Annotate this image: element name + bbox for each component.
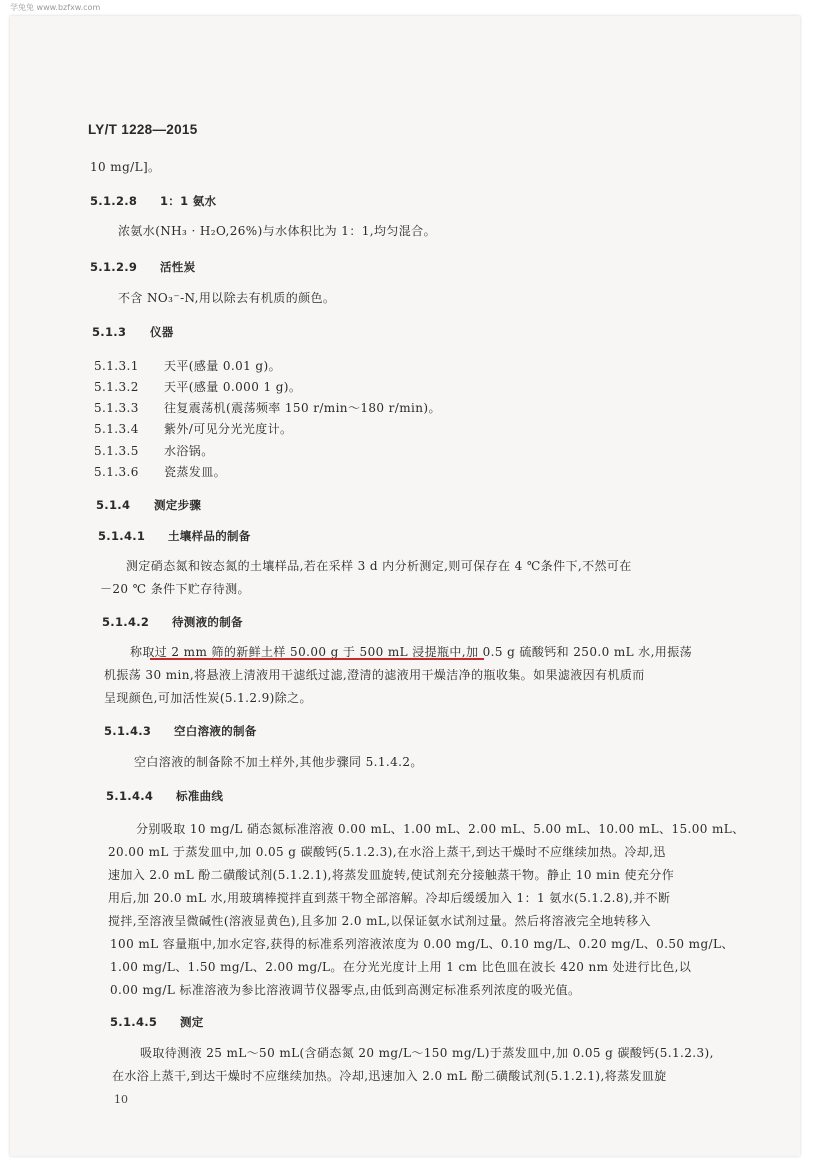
section-title: 测定步骤: [154, 498, 202, 512]
section-heading-5-1-4: [96, 497, 201, 513]
paragraph-line: 测定硝态氮和铵态氮的土壤样品,若在采样 3 d 内分析测定,则可保存在 4 ℃条件下,不然可在: [126, 559, 632, 573]
section-heading-5-1-3: [92, 324, 174, 340]
item-number: 5.1.3.2: [94, 380, 139, 394]
section-title: 活性炭: [160, 260, 196, 274]
item-number: 5.1.3.4: [94, 422, 139, 436]
list-item: [94, 399, 441, 416]
page-number: 10: [114, 1093, 128, 1106]
paragraph-line: 100 mL 容量瓶中,加水定容,获得的标准系列溶液浓度为 0.00 mg/L、0.10 mg/L、0.20 mg/L、0.50 mg/L、: [110, 937, 734, 951]
item-text: 天平(感量 0.000 1 g)。: [164, 380, 302, 394]
section-title: 测定: [180, 1015, 204, 1029]
paragraph-line: 0.00 mg/L 标准溶液为参比溶液调节仪器零点,由低到高测定标准系列浓度的吸光值。: [110, 983, 581, 997]
section-heading-5-1-4-2: [102, 614, 243, 630]
section-number: 5.1.4.5: [110, 1015, 158, 1029]
item-text: 紫外/可见分光光度计。: [164, 422, 293, 436]
paragraph-line: 20.00 mL 于蒸发皿中,加 0.05 g 碳酸钙(5.1.2.3),在水浴上蒸干,到达干燥时不应继续加热。冷却,迅: [108, 845, 666, 859]
standard-number: LY/T 1228—2015: [88, 122, 198, 137]
paragraph-line: 吸取待测液 25 mL～50 mL(含硝态氮 20 mg/L～150 mg/L)于蒸发皿中,加 0.05 g 碳酸钙(5.1.2.3),: [140, 1046, 714, 1060]
section-heading-5-1-2-8: [90, 193, 216, 209]
list-item: [94, 463, 226, 480]
item-number: 5.1.3.1: [94, 359, 139, 373]
list-item: [94, 357, 281, 374]
section-number: 5.1.4: [96, 498, 131, 512]
item-number: 5.1.3.5: [94, 444, 139, 458]
paragraph-line: 浓氨水(NH₃ · H₂O,26%)与水体积比为 1：1,均匀混合。: [118, 224, 436, 238]
item-text: 瓷蒸发皿。: [164, 465, 227, 479]
section-title: 标准曲线: [176, 789, 224, 803]
section-number: 5.1.2.8: [90, 194, 138, 208]
section-heading-5-1-2-9: [90, 259, 195, 275]
red-underline-annotation: [150, 658, 484, 660]
paragraph-line: 称取过 2 mm 筛的新鲜土样 50.00 g 于 500 mL 浸提瓶中,加 0.5 g 硫酸钙和 250.0 mL 水,用振荡: [130, 645, 692, 659]
paragraph-line: 速加入 2.0 mL 酚二磺酸试剂(5.1.2.1),将蒸发皿旋转,使试剂充分接触蒸干物。静止 10 min 使充分作: [108, 868, 675, 882]
text-line: 10 mg/L]。: [90, 160, 161, 174]
section-title: 待测液的制备: [172, 615, 243, 629]
paragraph-line: 空白溶液的制备除不加土样外,其他步骤同 5.1.4.2。: [134, 755, 423, 769]
item-text: 水浴锅。: [164, 444, 214, 458]
paragraph-line: 不含 NO₃⁻-N,用以除去有机质的颜色。: [118, 291, 336, 305]
list-item: [94, 378, 301, 395]
section-number: 5.1.3: [92, 325, 127, 339]
paragraph-line: 分别吸取 10 mg/L 硝态氮标准溶液 0.00 mL、1.00 mL、2.00 mL、5.00 mL、10.00 mL、15.00 mL、: [136, 822, 745, 836]
site-watermark: 学兔兔 www.bzfxw.com: [10, 3, 101, 12]
section-title: 土壤样品的制备: [168, 529, 251, 543]
item-text: 往复震荡机(震荡频率 150 r/min～180 r/min)。: [164, 401, 441, 415]
paragraph-line: 1.00 mg/L、1.50 mg/L、2.00 mg/L。在分光光度计上用 1 cm 比色皿在波长 420 nm 处进行比色,以: [110, 960, 692, 974]
section-number: 5.1.4.1: [98, 529, 146, 543]
section-title: 1：1 氨水: [160, 194, 217, 208]
item-number: 5.1.3.6: [94, 465, 139, 479]
section-heading-5-1-4-3: [104, 723, 257, 739]
section-heading-5-1-4-4: [106, 788, 223, 804]
paragraph-line: －20 ℃ 条件下贮存待测。: [100, 582, 250, 596]
section-title: 空白溶液的制备: [174, 724, 257, 738]
section-number: 5.1.4.2: [102, 615, 150, 629]
paragraph-line: 在水浴上蒸干,到达干燥时不应继续加热。冷却,迅速加入 2.0 mL 酚二磺酸试剂(5.1.2.1),将蒸发皿旋: [112, 1069, 667, 1083]
item-number: 5.1.3.3: [94, 401, 139, 415]
list-item: [94, 420, 292, 437]
section-number: 5.1.4.4: [106, 789, 154, 803]
paragraph-line: 搅拌,至溶液呈微碱性(溶液显黄色),且多加 2.0 mL,以保证氨水试剂过量。然后将溶液完全地转移入: [108, 914, 651, 928]
paragraph-line: 用后,加 20.0 mL 水,用玻璃棒搅拌直到蒸干物全部溶解。冷却后缓缓加入 1：1 氨水(5.1.2.8),并不断: [108, 891, 671, 905]
paragraph-line: 机振荡 30 min,将悬液上清液用干滤纸过滤,澄清的滤液用干燥洁净的瓶收集。如果滤液因有机质而: [104, 668, 645, 682]
list-item: [94, 442, 214, 459]
section-heading-5-1-4-1: [98, 528, 251, 544]
section-number: 5.1.4.3: [104, 724, 152, 738]
item-text: 天平(感量 0.01 g)。: [164, 359, 281, 373]
section-number: 5.1.2.9: [90, 260, 138, 274]
section-title: 仪器: [150, 325, 174, 339]
section-heading-5-1-4-5: [110, 1014, 204, 1030]
paragraph-line: 呈现颜色,可加活性炭(5.1.2.9)除之。: [104, 691, 312, 705]
